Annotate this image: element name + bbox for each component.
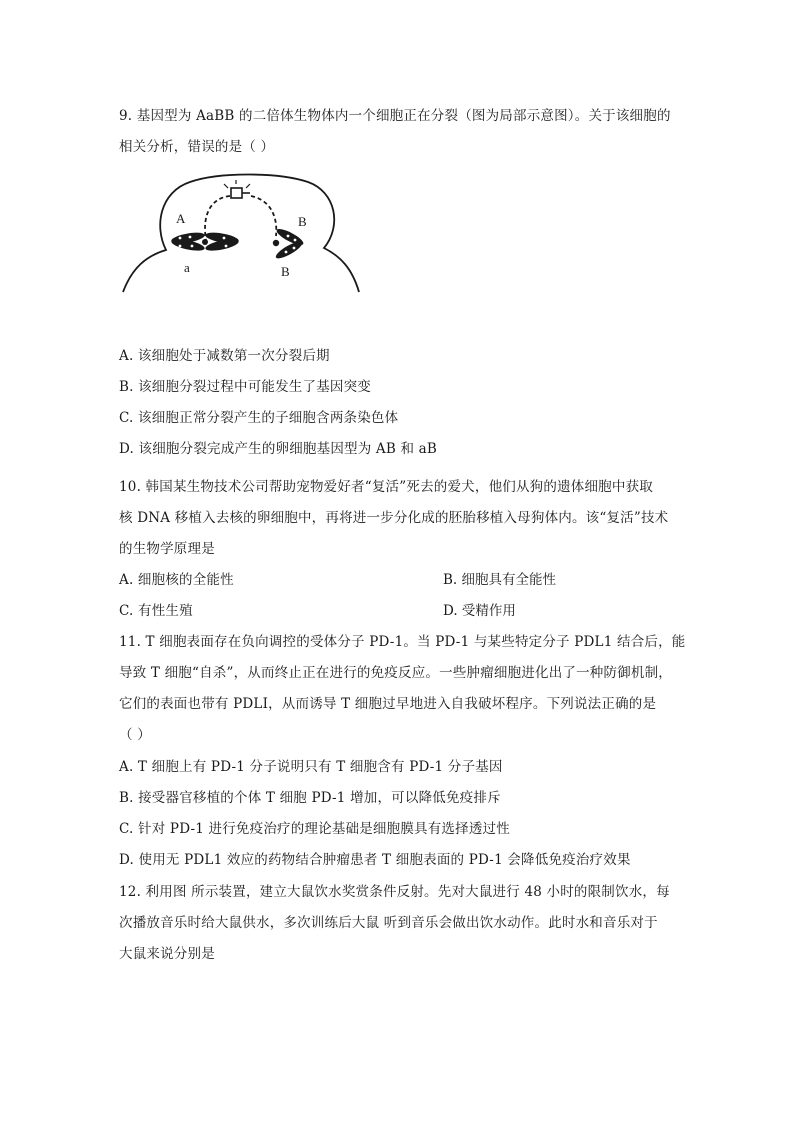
q11-stem-line1: 11. T 细胞表面存在负向调控的受体分子 PD-1。当 PD-1 与某些特定分子 PDL1 结合后，能: [119, 634, 686, 650]
q10-option-c: C. 有性生殖: [119, 603, 193, 619]
q9-stem-line2: 相关分析，错误的是（ ）: [119, 139, 275, 155]
q11-option-a: A. T 细胞上有 PD-1 分子说明只有 T 细胞含有 PD-1 分子基因: [119, 759, 503, 775]
gene-label-A: A: [176, 211, 186, 226]
q11-stem-line2: 导致 T 细胞“自杀”，从而终止正在进行的免疫反应。一些肿瘤细胞进化出了一种防御机制，: [119, 665, 672, 681]
q12-stem-line3: 大鼠来说分别是: [119, 946, 215, 962]
q9-option-b: B. 该细胞分裂过程中可能发生了基因突变: [119, 379, 372, 395]
q11-option-b: B. 接受器官移植的个体 T 细胞 PD-1 增加，可以降低免疫排斥: [119, 790, 501, 806]
q11-option-c: C. 针对 PD-1 进行免疫治疗的理论基础是细胞膜具有选择透过性: [119, 821, 510, 837]
q9-stem-line1: 9. 基因型为 AaBB 的二倍体生物体内一个细胞正在分裂（图为局部示意图）。关于该细胞的: [119, 108, 671, 124]
q10-stem-line1: 10. 韩国某生物技术公司帮助宠物爱好者“复活”死去的爱犬，他们从狗的遗体细胞中获取: [119, 479, 653, 495]
cell-division-figure: [118, 170, 368, 295]
q10-option-b: B. 细胞具有全能性: [443, 572, 557, 588]
cell-membrane: [123, 175, 359, 293]
q10-stem-line3: 的生物学原理是: [119, 541, 215, 557]
q11-option-d: D. 使用无 PDL1 效应的药物结合肿瘤患者 T 细胞表面的 PD-1 会降低免疫治疗效果: [119, 852, 631, 868]
q9-option-d: D. 该细胞分裂完成产生的卵细胞基因型为 AB 和 aB: [119, 441, 438, 457]
gene-label-B-bottom: B: [281, 264, 290, 279]
q12-stem-line2: 次播放音乐时给大鼠供水，多次训练后大鼠 听到音乐会做出饮水动作。此时水和音乐对于: [119, 915, 658, 931]
q12-stem-line1: 12. 利用图 所示装置，建立大鼠饮水奖赏条件反射。先对大鼠进行 48 小时的限制饮水，每: [119, 884, 670, 900]
gene-label-B-top: B: [298, 214, 307, 229]
q9-option-c: C. 该细胞正常分裂产生的子细胞含两条染色体: [119, 410, 399, 426]
q11-stem-line3: 它们的表面也带有 PDLI，从而诱导 T 细胞过早地进入自我破坏程序。下列说法正确的是: [119, 696, 657, 712]
q11-stem-line4: （ ）: [119, 727, 151, 743]
centrosome-icon: [224, 180, 250, 198]
chromosome-right: [273, 226, 305, 261]
q10-stem-line2: 核 DNA 移植入去核的卵细胞中，再将进一步分化成的胚胎移植入母狗体内。该“复活”技术: [119, 510, 669, 526]
q9-option-a: A. 该细胞处于减数第一次分裂后期: [119, 348, 330, 364]
q10-option-d: D. 受精作用: [443, 603, 516, 619]
gene-label-a: a: [184, 260, 190, 275]
spindle-fiber-right: [251, 196, 276, 236]
q10-option-a: A. 细胞核的全能性: [119, 572, 234, 588]
